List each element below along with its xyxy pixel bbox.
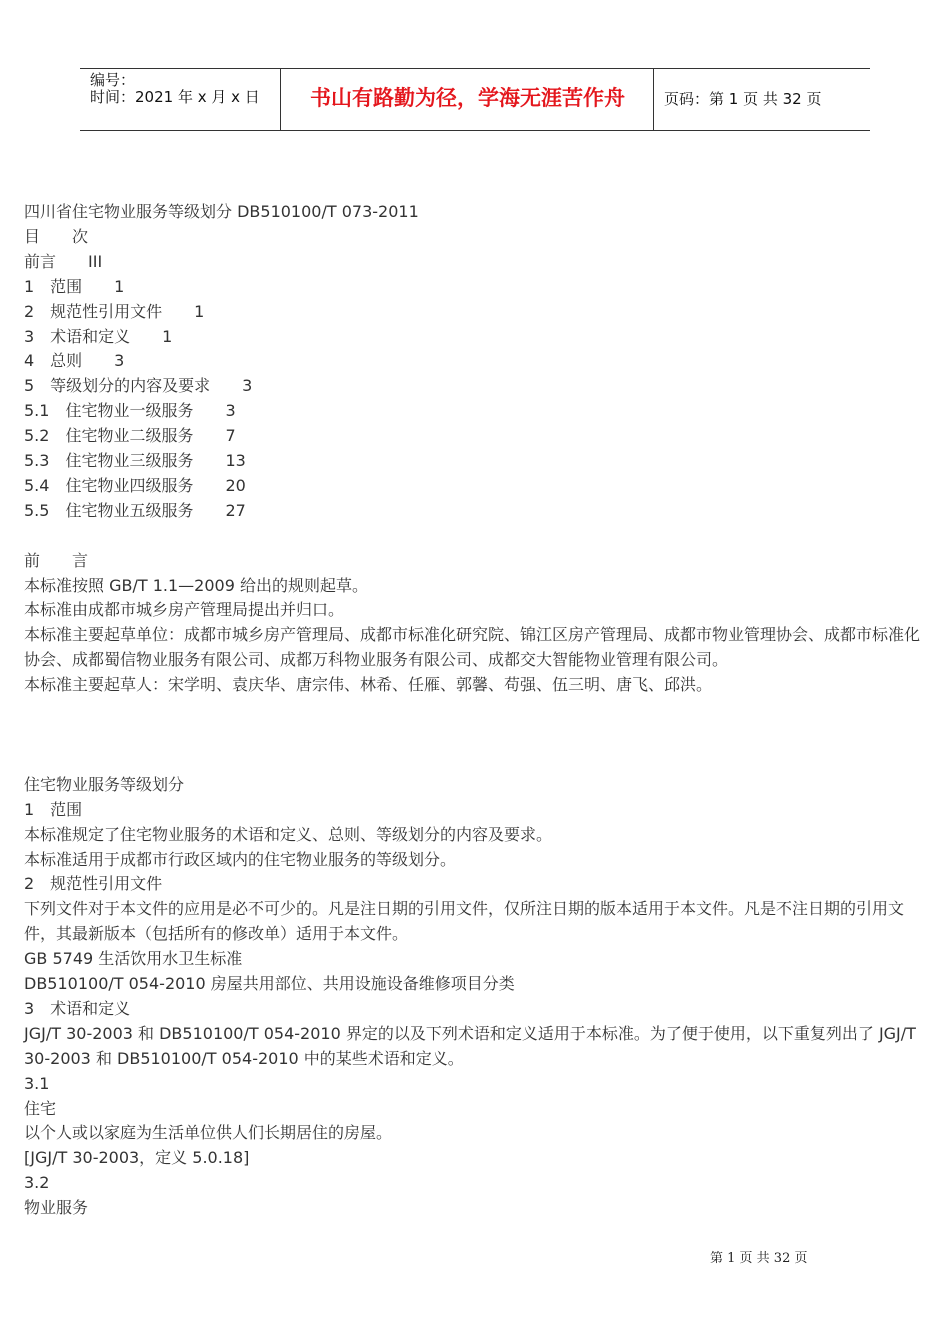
text-line: GB 5749 生活饮用水卫生标准 — [24, 949, 243, 969]
text-line: 5 等级划分的内容及要求 3 — [24, 376, 253, 396]
text-line: 5.5 住宅物业五级服务 27 — [24, 500, 246, 520]
text-line: 住宅 — [24, 1098, 57, 1118]
text-line: 4 总则 3 — [24, 351, 125, 371]
header-meta-cell — [80, 69, 281, 130]
text-line: 3.1 — [24, 1073, 50, 1093]
text-line: 1 范围 — [24, 799, 83, 819]
header-page-cell — [654, 69, 870, 130]
text-line: 本标准主要起草人：宋学明、袁庆华、唐宗伟、林希、任雁、郭馨、苟强、伍三明、唐飞、邱洪。 — [24, 675, 713, 695]
blank-line — [24, 723, 934, 748]
text-line: 5.2 住宅物业二级服务 7 — [24, 426, 236, 446]
blank-line — [24, 748, 934, 773]
text-line: 本标准由成都市城乡房产管理局提出并归口。 — [24, 600, 345, 620]
text-line: 下列文件对于本文件的应用是必不可少的。凡是注日期的引用文件，仅所注日期的版本适用于本文件。凡是不注日期的引用文件，其最新版本（包括所有的修改单）适用于本文件。 — [24, 899, 905, 944]
text-line: 3.2 — [24, 1173, 50, 1193]
text-line: 2 规范性引用文件 — [24, 874, 163, 894]
document-body — [24, 200, 934, 1221]
page-header — [80, 68, 870, 131]
text-line: 四川省住宅物业服务等级划分 DB510100/T 073-2011 — [24, 202, 419, 221]
text-line: JGJ/T 30-2003 和 DB510100/T 054-2010 界定的以及下列术语和定义适用于本标准。为了便于使用，以下重复列出了 JGJ/T 30-2003 和 DB510100/T 054-2010 中的某些术语和定义。 — [24, 1023, 922, 1068]
header-motto-cell — [281, 69, 654, 130]
text-line: 2 规范性引用文件 1 — [24, 301, 205, 321]
page-footer: 第 1 页 共 32 页 — [710, 1251, 808, 1266]
text-line: 目 次 — [24, 226, 89, 246]
document-number-label: 编号： — [90, 71, 136, 89]
text-line: 本标准适用于成都市行政区域内的住宅物业服务的等级划分。 — [24, 849, 457, 869]
header-page-code: 页码：第 1 页 共 32 页 — [664, 90, 822, 108]
text-line: DB510100/T 054-2010 房屋共用部位、共用设施设备维修项目分类 — [24, 974, 515, 994]
text-line: 前 言 — [24, 550, 89, 570]
text-line: 5.4 住宅物业四级服务 20 — [24, 475, 246, 495]
text-line: [JGJ/T 30-2003，定义 5.0.18] — [24, 1148, 250, 1168]
header-motto: 书山有路勤为径，学海无涯苦作舟 — [310, 85, 625, 110]
text-line: 本标准按照 GB/T 1.1—2009 给出的规则起草。 — [24, 575, 368, 595]
text-line: 以个人或以家庭为生活单位供人们长期居住的房屋。 — [24, 1123, 393, 1143]
text-line: 住宅物业服务等级划分 — [24, 774, 185, 794]
text-line: 3 术语和定义 1 — [24, 326, 173, 346]
text-line: 物业服务 — [24, 1198, 89, 1218]
text-line: 1 范围 1 — [24, 276, 125, 296]
document-time-label: 时间：2021 年 x 月 x 日 — [90, 88, 260, 106]
text-line: 5.3 住宅物业三级服务 13 — [24, 451, 246, 471]
text-line: 本标准主要起草单位：成都市城乡房产管理局、成都市标准化研究院、锦江区房产管理局、成都市物业管理协会、成都市标准化协会、成都蜀信物业服务有限公司、成都万科物业服务有限公司、成都交大智能物业管理有限公司。 — [24, 625, 921, 670]
text-line: 前言 III — [24, 251, 103, 271]
text-line: 5.1 住宅物业一级服务 3 — [24, 401, 236, 421]
blank-line — [24, 524, 934, 549]
text-line: 本标准规定了住宅物业服务的术语和定义、总则、等级划分的内容及要求。 — [24, 824, 553, 844]
blank-line — [24, 698, 934, 723]
text-line: 3 术语和定义 — [24, 998, 131, 1018]
